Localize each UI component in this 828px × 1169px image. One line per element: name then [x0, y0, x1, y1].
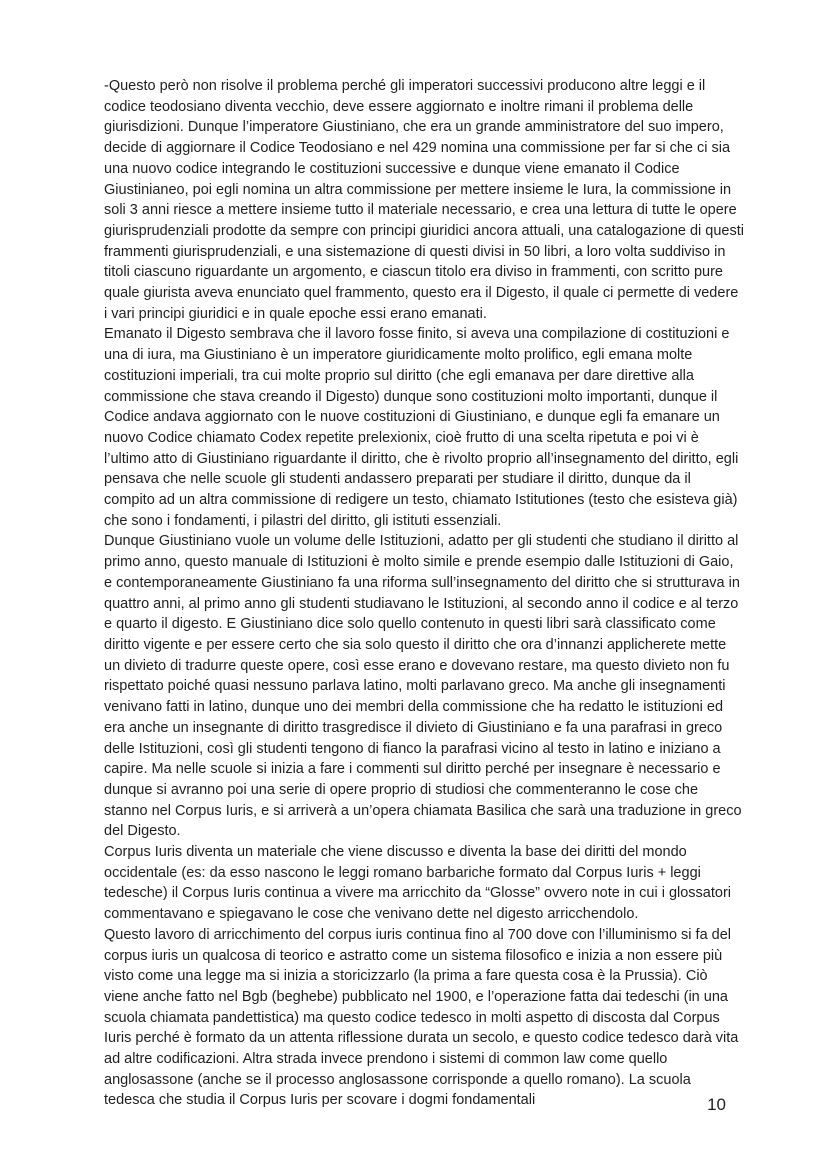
document-page	[104, 76, 744, 1111]
page-number: 10	[707, 1095, 726, 1114]
paragraph-codex-repetitae: Emanato il Digesto sembrava che il lavoro fosse finito, si aveva una compilazione di costituzioni e una di iura, ma Giustiniano è un imperatore giuridicamente molto prolifico, egli emana molte costituzioni imperiali, tra cui molte proprio sul diritto (che egli emanava per dare direttive alla commissione che stava creando il Digesto) dunque sono costituzioni molto importanti, dunque il Codice andava aggiornato con le nuove costituzioni di Giustiniano, e dunque egli fa emanare un nuovo Codice chiamato Codex repetite prelexionix, cioè frutto di una scelta ripetuta e poi vi è l’ultimo atto di Giustiniano riguardante il diritto, che è rivolto proprio all’insegnamento del diritto, egli pensava che nelle scuole gli studenti andassero preparati per studiare il diritto, dunque da il compito ad un altra commissione di redigere un testo, chiamato Istitutiones (testo che esisteva già) che sono i fondamenti, i pilastri del diritto, gli istituti essenziali.	[104, 326, 739, 529]
paragraph-corpus-iuris: Corpus Iuris diventa un materiale che viene discusso e diventa la base dei diritti del mondo occidentale (es: da esso nascono le leggi romano barbariche formato dal Corpus Iuris + leggi tedesche) il Corpus Iuris continua a vivere ma arricchito da “Glosse” ovvero note in cui i glossatori commentavano e spiegavano le cose che venivano dette nel digesto arricchendolo.	[104, 844, 731, 923]
paragraph-institutions: Dunque Giustiniano vuole un volume delle Istituzioni, adatto per gli studenti che studiano il diritto al primo anno, questo manuale di Istituzioni è molto simile e prende esempio dalle Istituzioni di Gaio, e contemporaneamente Giustiniano fa una riforma sull’insegnamento del diritto che si strutturava in quattro anni, al primo anno gli studenti studiavano le Istituzioni, al secondo anno il codice e al terzo e quarto il digesto. E Giustiniano dice solo quello contenuto in questi libri sarà classificato come diritto vigente e per essere certo che sia solo questo il diritto che ora d’innanzi applicherete mette un divieto di tradurre queste opere, così esse erano e dovevano restare, ma questo divieto non fu rispettato poiché quasi nessuno parlava latino, molti parlavano greco. Ma anche gli insegnamenti venivano fatti in latino, dunque uno dei membri della commissione che ha redatto le istituzioni ed era anche un insegnante di diritto trasgredisce il divieto di Giustiniano e fa una parafrasi in greco delle Istituzioni, così gli studenti tengono di fianco la parafrasi vicino al testo in latino e iniziano a capire. Ma nelle scuole si inizia a fare i commenti sul diritto perché per insegnare è necessario e dunque si avranno poi una serie di opere proprio di studiosi che commenteranno le cose che stanno nel Corpus Iuris, e si arriverà a un’opera chiamata Basilica che sarà una traduzione in greco del Digesto.	[104, 533, 742, 840]
paragraph-codex-digest: -Questo però non risolve il problema perché gli imperatori successivi producono altre leggi e il codice teodosiano diventa vecchio, deve essere aggiornato e inoltre rimani il problema delle giurisdizioni. Dunque l’imperatore Giustiniano, che era un grande amministratore del suo impero, decide di aggiornare il Codice Teodosiano e nel 429 nomina una commissione per far si che ci sia una nuovo codice integrando le costituzioni successive e dunque viene emanato il Codice Giustinianeo, poi egli nomina un altra commissione per mettere insieme le Iura, la commissione in soli 3 anni riesce a mettere insieme tutto il materiale necessario, e crea una lettura di tutte le opere giurisprudenziali prodotte da sempre con principi giuridici ancora attuali, una catalogazione di questi frammenti giurisprudenziali, e una sistemazione di questi divisi in 50 libri, a loro volta suddiviso in titoli ciascuno riguardante un argomento, e ciascun titolo era diviso in frammenti, con scritto pure quale giurista aveva enunciato quel frammento, questo era il Digesto, il quale ci permette di vedere i vari principi giuridici e in quale epoche essi erano emanati.	[104, 78, 744, 322]
paragraph-enrichment: Questo lavoro di arricchimento del corpus iuris continua fino al 700 dove con l’illuminismo si fa del corpus iuris un qualcosa di teorico e astratto come un sistema filosofico e inizia a non essere più visto come una legge ma si inizia a storicizzarlo (la prima a fare questa cosa è la Prussia). Ciò viene anche fatto nel Bgb (beghebe) pubblicato nel 1900, e l’operazione fatta dai tedeschi (in una scuola chiamata pandettistica) ma questo codice tedesco in molti aspetto di discosta dal Corpus Iuris perché è formato da un attenta riflessione durata un secolo, e questo codice tedesco darà vita ad altre codificazioni. Altra strada invece prendono i sistemi di common law come quello anglosassone (anche se il processo anglosassone corrisponde a quello romano). La scuola tedesca che studia il Corpus Iuris per scovare i dogmi fondamentali	[104, 926, 739, 1109]
